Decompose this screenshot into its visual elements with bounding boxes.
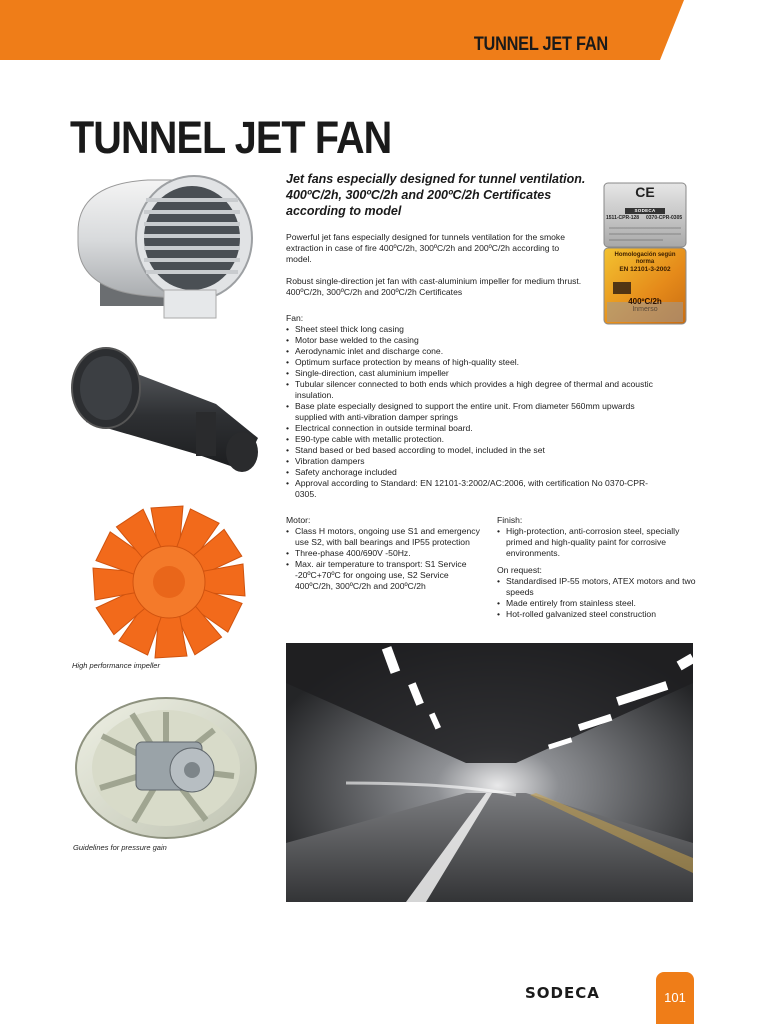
header-band (0, 0, 768, 60)
header-title: TUNNEL JET FAN (473, 34, 608, 55)
list-item: • Three-phase 400/690V -50Hz. (286, 548, 486, 559)
fan-list (286, 324, 661, 500)
certificate-code-1: 1511-CPR-128 (606, 215, 640, 221)
list-item: • Approval according to Standard: EN 12101-3:2002/AC:2006, with certification No 0370-CPR-0305. (286, 478, 661, 500)
maker-label: Inmerso (632, 306, 658, 313)
certificate-code-2: 0370-CPR-0305 (646, 215, 683, 221)
intro-paragraph-1: Powerful jet fans especially designed for tunnels ventilation for the smoke extraction in case of fire 400ºC/2h, 300ºC/2h and 200ºC/2h according to model. (286, 232, 565, 264)
page-number: 101 (664, 990, 686, 1005)
subtitle: Jet fans especially designed for tunnel ventilation. 400ºC/2h, 300ºC/2h and 200ºC/2h Certificates according to model (286, 172, 586, 218)
impeller-caption: High performance impeller (72, 661, 160, 670)
finish-section (497, 515, 697, 559)
tunnel-photo (286, 643, 693, 902)
list-item: • Sheet steel thick long casing (286, 324, 661, 335)
list-item: • E90-type cable with metallic protection. (286, 434, 661, 445)
list-item: • High-protection, anti-corrosion steel, specially primed and high-quality paint for corrosive environments. (497, 526, 697, 559)
list-item: • Standardised IP-55 motors, ATEX motors and two speeds (497, 576, 697, 598)
footer-logo: SODECA (525, 984, 600, 1002)
list-item: • Made entirely from stainless steel. (497, 598, 697, 609)
impeller-image (84, 503, 254, 661)
list-item: • Class H motors, ongoing use S1 and emergency use S2, with ball bearings and IP55 protection (286, 526, 486, 548)
list-item: • Safety anchorage included (286, 467, 661, 478)
ce-mark: CE (635, 184, 655, 200)
list-item: • Vibration dampers (286, 456, 661, 467)
on-request-list (497, 576, 697, 620)
norm-label: EN 12101-3-2002 (619, 266, 671, 273)
page-title: TUNNEL JET FAN (70, 112, 392, 163)
jet-fan-image (68, 172, 260, 322)
fan-section (286, 313, 661, 500)
axial-fan-image (74, 696, 258, 840)
fan-heading: Fan: (286, 313, 304, 323)
finish-heading: Finish: (497, 515, 523, 525)
list-item: • Optimum surface protection by means of high-quality steel. (286, 357, 661, 368)
certificate-brand: SODECA (634, 208, 656, 213)
motor-section (286, 515, 486, 592)
homologation-label: Homologación según norma (614, 252, 676, 265)
motor-heading: Motor: (286, 515, 311, 525)
rating-label: 400ºC/2h (628, 297, 662, 306)
on-request-section (497, 565, 697, 620)
on-request-heading: On request: (497, 565, 542, 575)
list-item: • Stand based or bed based according to model, included in the set (286, 445, 661, 456)
motor-list (286, 526, 486, 592)
finish-list (497, 526, 697, 559)
list-item: • Motor base welded to the casing (286, 335, 661, 346)
intro-paragraph-2: Robust single-direction jet fan with cast-aluminium impeller for medium thrust. 400ºC/2h, 300ºC/2h and 200ºC/2h Certificates (286, 276, 582, 297)
list-item: • Single-direction, cast aluminium impeller (286, 368, 661, 379)
list-item: • Tubular silencer connected to both ends which provides a high degree of thermal and acoustic insulation. (286, 379, 661, 401)
list-item: • Hot-rolled galvanized steel construction (497, 609, 697, 620)
list-item: • Max. air temperature to transport: S1 Service -20ºC+70ºC for ongoing use, S2 Service 400ºC/2h, 300ºC/2h and 200ºC/2h (286, 559, 486, 592)
pressure-caption: Guidelines for pressure gain (73, 843, 167, 852)
silencer-fan-image (66, 342, 266, 478)
list-item: • Aerodynamic inlet and discharge cone. (286, 346, 661, 357)
list-item: • Electrical connection in outside terminal board. (286, 423, 661, 434)
list-item: • Base plate especially designed to support the entire unit. From diameter 560mm upwards supplied with anti-vibration damper springs (286, 401, 661, 423)
